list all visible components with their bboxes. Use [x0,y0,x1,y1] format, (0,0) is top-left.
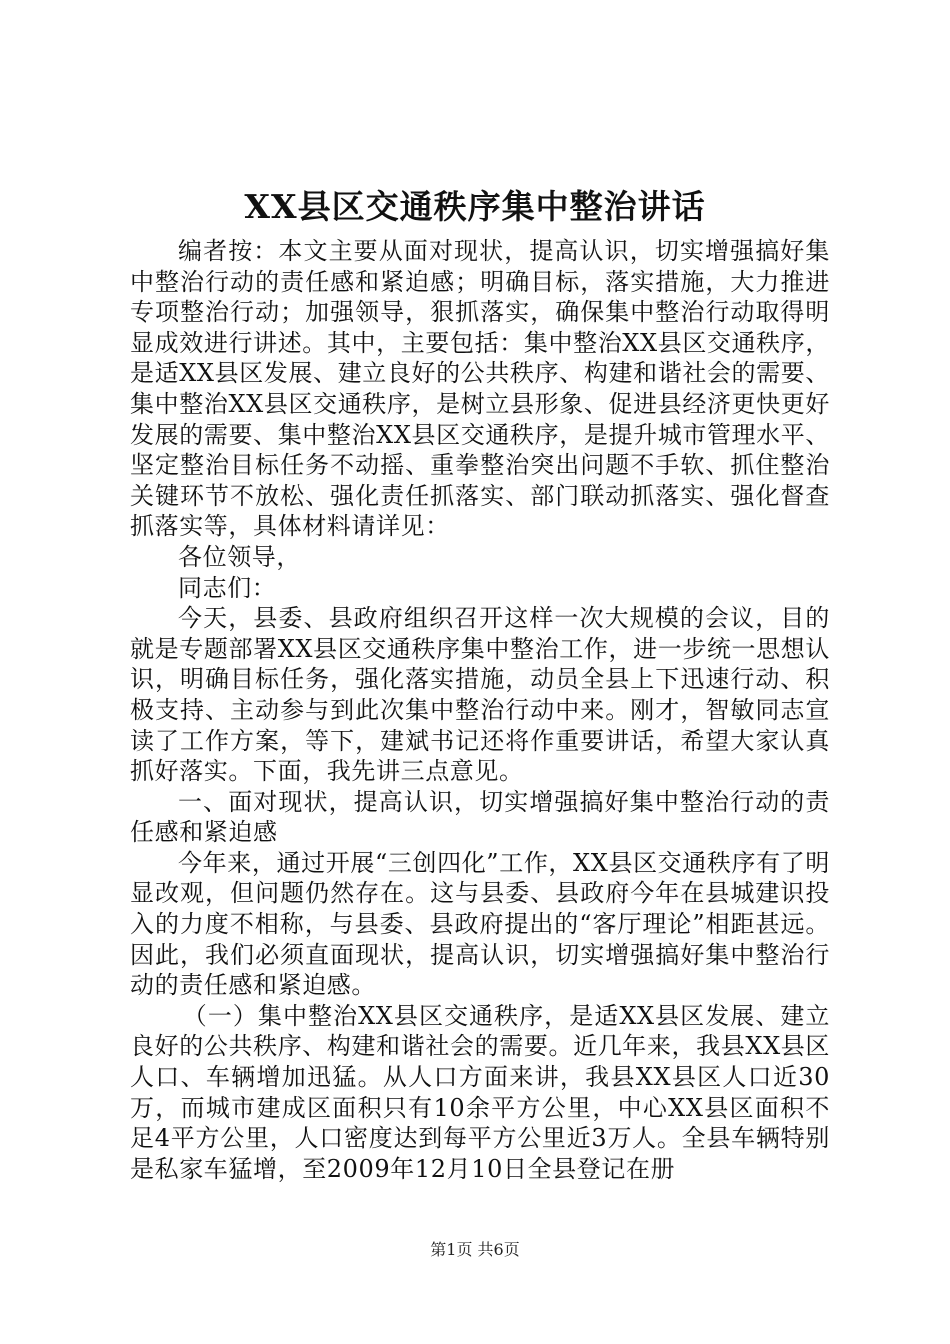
document-body [130,236,830,1184]
salutation-comrades: 同志们： [178,573,277,602]
section-1-paragraph: 今年来，通过开展“三创四化”工作，XX县区交通秩序有了明显改观，但问题仍然存在。这与县委、县政府今年在县城建识投入的力度不相称，与县委、县政府提出的“客厅理论”相距甚远。因此，我们必须直面现状，提高认识，切实增强搞好集中整治行动的责任感和紧迫感。 [130,848,830,1000]
document-title: XX县区交通秩序集中整治讲话 [244,187,706,226]
page-footer: 第1页 共6页 [430,1240,520,1259]
salutation-leaders: 各位领导， [178,542,301,571]
subsection-1-paragraph: （一）集中整治XX县区交通秩序，是适XX县区发展、建立良好的公共秩序、构建和谐社会的需要。近几年来，我县XX县区人口、车辆增加迅猛。从人口方面来讲，我县XX县区人口近30万，而城市建成区面积只有10余平方公里，中心XX县区面积不足4平方公里，人口密度达到每平方公里近3万人。全县车辆特别是私家车猛增，至2009年12月10日全县登记在册 [130,1001,830,1183]
opening-paragraph: 今天，县委、县政府组织召开这样一次大规模的会议，目的就是专题部署XX县区交通秩序集中整治工作，进一步统一思想认识，明确目标任务，强化落实措施，动员全县上下迅速行动、积极支持、主动参与到此次集中整治行动中来。刚才，智敏同志宣读了工作方案，等下，建斌书记还将作重要讲话，希望大家认真抓好落实。下面，我先讲三点意见。 [130,604,830,786]
editor-note-paragraph: 编者按：本文主要从面对现状，提高认识，切实增强搞好集中整治行动的责任感和紧迫感；明确目标，落实措施，大力推进专项整治行动；加强领导，狠抓落实，确保集中整治行动取得明显成效进行讲述。其中，主要包括：集中整治XX县区交通秩序，是适XX县区发展、建立良好的公共秩序、构建和谐社会的需要、集中整治XX县区交通秩序，是树立县形象、促进县经济更快更好发展的需要、集中整治XX县区交通秩序，是提升城市管理水平、坚定整治目标任务不动摇、重拳整治突出问题不手软、抓住整治关键环节不放松、强化责任抓落实、部门联动抓落实、强化督查抓落实等，具体材料请详见： [130,237,830,541]
section-heading-1: 一、面对现状，提高认识，切实增强搞好集中整治行动的责任感和紧迫感 [130,787,830,847]
